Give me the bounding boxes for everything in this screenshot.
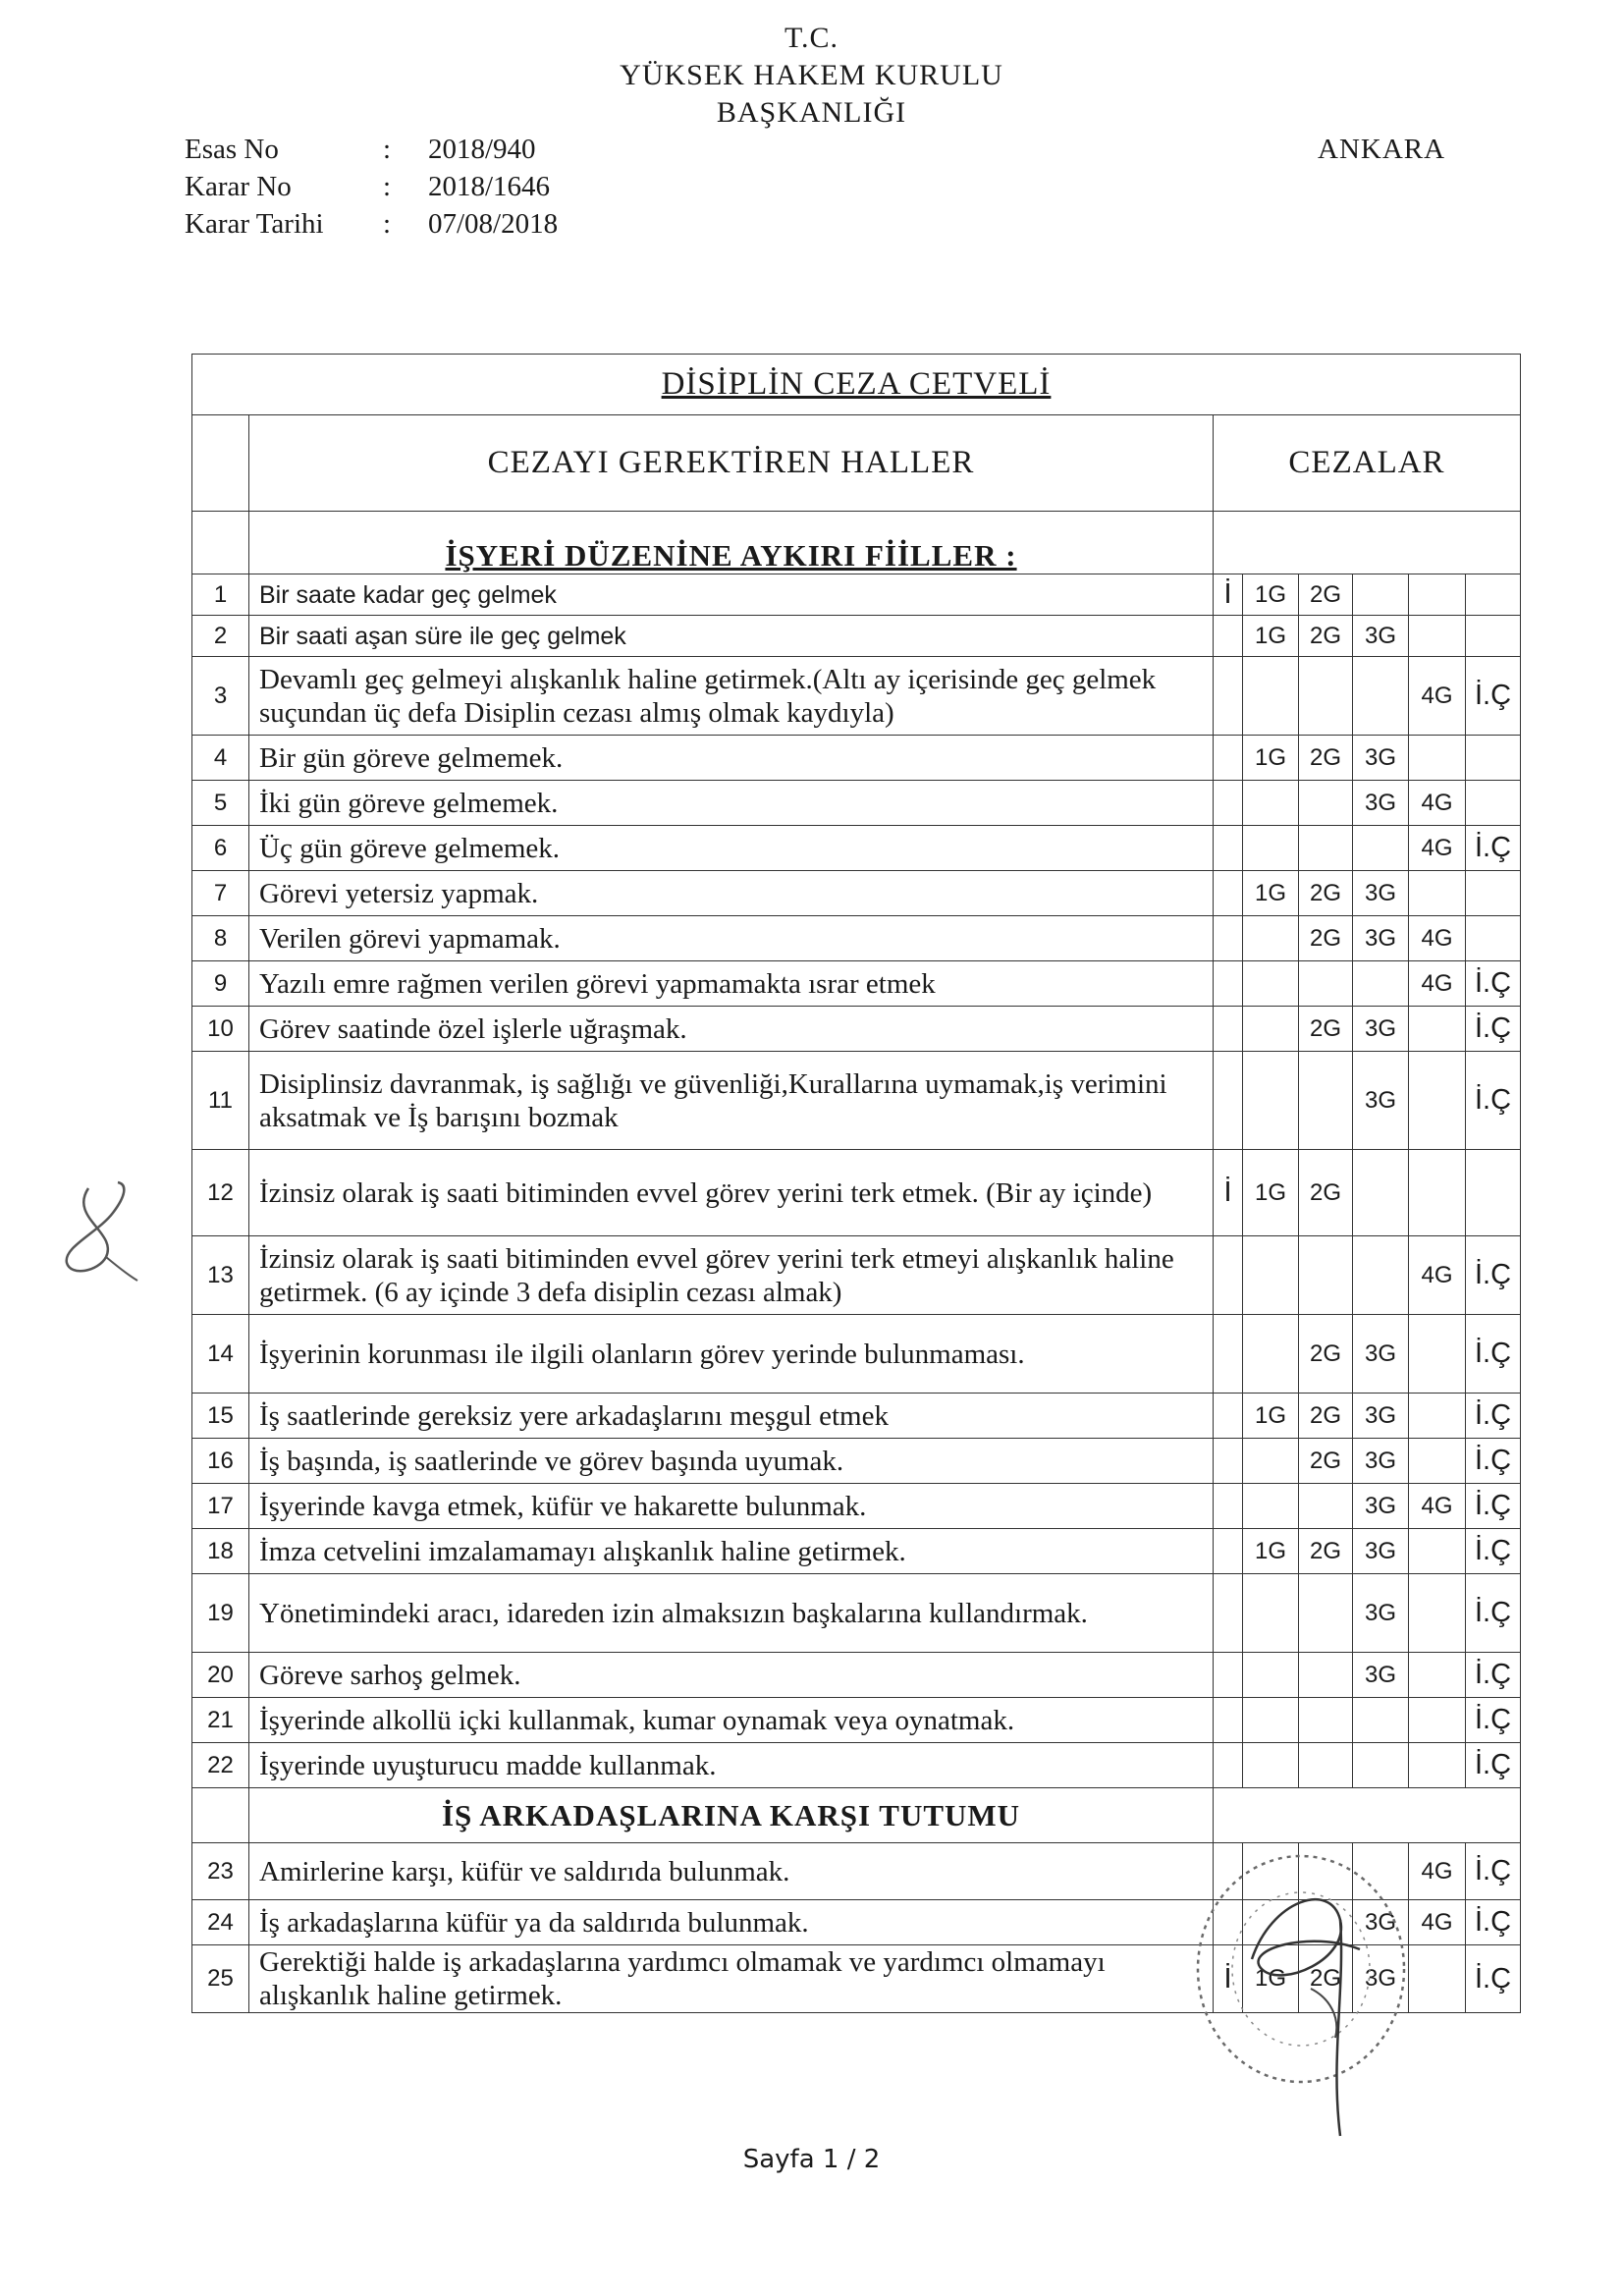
penalty-cell: İ.Ç: [1466, 1743, 1521, 1788]
penalty-cell: [1214, 1743, 1243, 1788]
row-description: İş başında, iş saatlerinde ve görev başında uyumak.: [249, 1439, 1214, 1484]
row-description: Verilen görevi yapmamak.: [249, 916, 1214, 961]
table-row: [192, 574, 1521, 616]
penalty-cell: [1466, 736, 1521, 781]
penalty-cell: [1409, 736, 1466, 781]
penalty-cell: İ.Ç: [1466, 961, 1521, 1007]
penalty-cell: [1243, 916, 1299, 961]
penalty-cell: [1214, 736, 1243, 781]
penalty-cell: 3G: [1353, 1394, 1409, 1439]
penalty-cell: [1214, 1439, 1243, 1484]
row-number: 18: [192, 1529, 249, 1574]
penalty-cell: İ.Ç: [1466, 1529, 1521, 1574]
penalty-cell: [1243, 1236, 1299, 1315]
row-number: 8: [192, 916, 249, 961]
penalty-cell: 4G: [1409, 1843, 1466, 1900]
table-row: [192, 1574, 1521, 1653]
penalty-cell: 4G: [1409, 1236, 1466, 1315]
table-row: [192, 961, 1521, 1007]
penalty-cell: 3G: [1353, 871, 1409, 916]
penalty-cell: 4G: [1409, 916, 1466, 961]
penalty-cell: 1G: [1243, 1945, 1299, 2013]
table-row: [192, 916, 1521, 961]
penalty-cell: [1214, 961, 1243, 1007]
penalty-cell: İ.Ç: [1466, 1843, 1521, 1900]
penalty-cell: İ.Ç: [1466, 1574, 1521, 1653]
penalty-cell: İ.Ç: [1466, 1439, 1521, 1484]
penalty-cell: 2G: [1299, 871, 1353, 916]
column-header-cases: CEZAYI GEREKTİREN HALLER: [249, 415, 1214, 512]
penalty-cell: [1353, 826, 1409, 871]
penalty-cell: 3G: [1353, 1945, 1409, 2013]
row-description: Yönetimindeki aracı, idareden izin almaksızın başkalarına kullandırmak.: [249, 1574, 1214, 1653]
section-heading-workplace: İŞYERİ DÜZENİNE AYKIRI FİİLLER :: [249, 512, 1214, 574]
penalty-cell: [1299, 1236, 1353, 1315]
penalty-cell: [1409, 1394, 1466, 1439]
penalty-cell: [1214, 826, 1243, 871]
penalty-cell: 2G: [1299, 1007, 1353, 1052]
table-row: [192, 1743, 1521, 1788]
penalty-cell: [1243, 781, 1299, 826]
penalty-cell: [1214, 1052, 1243, 1150]
row-description: Göreve sarhoş gelmek.: [249, 1653, 1214, 1698]
penalty-cell: 3G: [1353, 1484, 1409, 1529]
table-row: [192, 1150, 1521, 1236]
section-spacer: [192, 512, 249, 574]
row-number: 24: [192, 1900, 249, 1945]
penalty-cell: [1214, 616, 1243, 657]
row-description: Gerektiği halde iş arkadaşlarına yardımcı olmamak ve yardımcı olmamayı alışkanlık haline getirmek.: [249, 1945, 1214, 2013]
penalty-cell: 2G: [1299, 1150, 1353, 1236]
table-row: [192, 1698, 1521, 1743]
row-description: Bir saati aşan süre ile geç gelmek: [249, 616, 1214, 657]
row-number: 14: [192, 1315, 249, 1394]
penalty-cell: 3G: [1353, 1529, 1409, 1574]
penalty-cell: [1243, 1574, 1299, 1653]
penalty-cell: [1214, 916, 1243, 961]
penalty-cell: 3G: [1353, 781, 1409, 826]
penalty-cell: [1409, 1007, 1466, 1052]
section-spacer: [1214, 1788, 1521, 1843]
penalty-cell: 3G: [1353, 1900, 1409, 1945]
penalty-cell: 3G: [1353, 1653, 1409, 1698]
row-description: Görev saatinde özel işlerle uğraşmak.: [249, 1007, 1214, 1052]
penalty-cell: [1353, 1236, 1409, 1315]
penalty-cell: 4G: [1409, 826, 1466, 871]
row-number: 16: [192, 1439, 249, 1484]
row-number: 9: [192, 961, 249, 1007]
penalty-cell: 3G: [1353, 1007, 1409, 1052]
penalty-cell: 1G: [1243, 1394, 1299, 1439]
penalty-cell: İ.Ç: [1466, 1484, 1521, 1529]
penalty-cell: [1243, 1698, 1299, 1743]
penalty-cell: İ.Ç: [1466, 1315, 1521, 1394]
penalty-cell: [1409, 1698, 1466, 1743]
penalty-cell: 2G: [1299, 1945, 1353, 2013]
handwritten-initial-mark: [59, 1178, 147, 1286]
row-number: 6: [192, 826, 249, 871]
meta-karar-tarihi: Karar Tarihi : 07/08/2018: [185, 208, 559, 240]
penalty-cell: [1214, 1698, 1243, 1743]
row-description: İki gün göreve gelmemek.: [249, 781, 1214, 826]
row-description: Üç gün göreve gelmemek.: [249, 826, 1214, 871]
row-description: İşyerinde kavga etmek, küfür ve hakarette bulunmak.: [249, 1484, 1214, 1529]
penalty-cell: [1243, 1315, 1299, 1394]
penalty-cell: [1299, 826, 1353, 871]
penalty-cell: [1353, 657, 1409, 736]
row-description: İş saatlerinde gereksiz yere arkadaşlarını meşgul etmek: [249, 1394, 1214, 1439]
row-number: 5: [192, 781, 249, 826]
row-description: Devamlı geç gelmeyi alışkanlık haline getirmek.(Altı ay içerisinde geç gelmek suçundan üç defa Disiplin cezası almış olmak kaydıyla): [249, 657, 1214, 736]
penalty-cell: [1214, 1007, 1243, 1052]
penalty-cell: İ: [1214, 1150, 1243, 1236]
penalty-cell: [1214, 1315, 1243, 1394]
row-description: Görevi yetersiz yapmak.: [249, 871, 1214, 916]
meta-esas-no: Esas No : 2018/940: [185, 134, 536, 165]
penalty-cell: [1299, 1653, 1353, 1698]
row-number: 7: [192, 871, 249, 916]
row-number: 2: [192, 616, 249, 657]
row-number: 23: [192, 1843, 249, 1900]
penalty-cell: [1409, 1315, 1466, 1394]
table-row: [192, 871, 1521, 916]
penalty-cell: 4G: [1409, 961, 1466, 1007]
table-row: [192, 1236, 1521, 1315]
row-number: 15: [192, 1394, 249, 1439]
penalty-cell: İ.Ç: [1466, 657, 1521, 736]
table-row: [192, 1484, 1521, 1529]
row-number: 1: [192, 574, 249, 616]
penalty-cell: 3G: [1353, 1052, 1409, 1150]
header-institution: YÜKSEK HAKEM KURULU: [620, 59, 1003, 91]
penalty-cell: [1353, 1150, 1409, 1236]
meta-karar-no: Karar No : 2018/1646: [185, 171, 551, 202]
penalty-cell: 2G: [1299, 1529, 1353, 1574]
section-spacer: [192, 1788, 249, 1843]
row-description: İşyerinde alkollü içki kullanmak, kumar oynamak veya oynatmak.: [249, 1698, 1214, 1743]
penalty-cell: [1299, 781, 1353, 826]
table-row: [192, 1007, 1521, 1052]
row-description: İşyerinde uyuşturucu madde kullanmak.: [249, 1743, 1214, 1788]
penalty-cell: [1299, 657, 1353, 736]
column-header-penalties: CEZALAR: [1214, 415, 1521, 512]
penalty-cell: İ.Ç: [1466, 1945, 1521, 2013]
penalty-cell: [1409, 1653, 1466, 1698]
penalty-cell: [1214, 1236, 1243, 1315]
row-number: 13: [192, 1236, 249, 1315]
penalty-cell: 3G: [1353, 1574, 1409, 1653]
penalty-cell: İ.Ç: [1466, 1698, 1521, 1743]
penalty-cell: 2G: [1299, 574, 1353, 616]
penalty-cell: 2G: [1299, 1439, 1353, 1484]
row-number: 21: [192, 1698, 249, 1743]
penalty-cell: [1214, 1394, 1243, 1439]
penalty-cell: İ: [1214, 1945, 1243, 2013]
row-description: Amirlerine karşı, küfür ve saldırıda bulunmak.: [249, 1843, 1214, 1900]
penalty-cell: 1G: [1243, 1529, 1299, 1574]
row-description: İşyerinin korunması ile ilgili olanların görev yerinde bulunmaması.: [249, 1315, 1214, 1394]
table-row: [192, 1653, 1521, 1698]
penalty-cell: İ.Ç: [1466, 1236, 1521, 1315]
row-number: 3: [192, 657, 249, 736]
header-office: BAŞKANLIĞI: [716, 96, 907, 129]
city-label: ANKARA: [1318, 134, 1446, 165]
penalty-cell: [1214, 657, 1243, 736]
penalty-cell: [1409, 574, 1466, 616]
penalty-cell: [1214, 1653, 1243, 1698]
row-description: İmza cetvelini imzalamamayı alışkanlık haline getirmek.: [249, 1529, 1214, 1574]
row-description: Disiplinsiz davranmak, iş sağlığı ve güvenliği,Kurallarına uymamak,iş verimini aksatmak ve İş barışını bozmak: [249, 1052, 1214, 1150]
row-description: Yazılı emre rağmen verilen görevi yapmamakta ısrar etmek: [249, 961, 1214, 1007]
penalty-cell: İ.Ç: [1466, 1052, 1521, 1150]
row-number: 19: [192, 1574, 249, 1653]
table-title: DİSİPLİN CEZA CETVELİ: [192, 355, 1521, 415]
penalty-cell: [1409, 1150, 1466, 1236]
penalty-cell: [1243, 1007, 1299, 1052]
discipline-penalty-table: [191, 354, 1521, 2013]
penalty-cell: [1243, 1439, 1299, 1484]
row-description: Bir saate kadar geç gelmek: [249, 574, 1214, 616]
table-row: [192, 826, 1521, 871]
penalty-cell: [1299, 1052, 1353, 1150]
corner-cell: [192, 415, 249, 512]
penalty-cell: [1409, 616, 1466, 657]
penalty-cell: 1G: [1243, 616, 1299, 657]
table-row: [192, 1394, 1521, 1439]
penalty-cell: [1214, 871, 1243, 916]
penalty-cell: [1466, 916, 1521, 961]
row-number: 25: [192, 1945, 249, 2013]
row-description: İzinsiz olarak iş saati bitiminden evvel görev yerini terk etmek. (Bir ay içinde): [249, 1150, 1214, 1236]
penalty-cell: İ.Ç: [1466, 1653, 1521, 1698]
penalty-cell: [1243, 1484, 1299, 1529]
penalty-cell: [1299, 1484, 1353, 1529]
penalty-cell: İ.Ç: [1466, 1394, 1521, 1439]
row-number: 20: [192, 1653, 249, 1698]
penalty-cell: 2G: [1299, 736, 1353, 781]
penalty-cell: 4G: [1409, 781, 1466, 826]
penalty-cell: 3G: [1353, 1315, 1409, 1394]
penalty-cell: [1243, 657, 1299, 736]
table-row: [192, 1529, 1521, 1574]
penalty-cell: 2G: [1299, 616, 1353, 657]
penalty-cell: 4G: [1409, 1484, 1466, 1529]
section-row: [192, 1788, 1521, 1843]
table-row: [192, 1439, 1521, 1484]
penalty-cell: [1409, 1743, 1466, 1788]
penalty-cell: [1353, 1698, 1409, 1743]
table-row: [192, 781, 1521, 826]
table-row: [192, 736, 1521, 781]
row-description: İzinsiz olarak iş saati bitiminden evvel görev yerini terk etmeyi alışkanlık haline getirmek. (6 ay içinde 3 defa disiplin cezası almak): [249, 1236, 1214, 1315]
row-number: 17: [192, 1484, 249, 1529]
penalty-cell: 2G: [1299, 1315, 1353, 1394]
penalty-cell: [1299, 1743, 1353, 1788]
penalty-cell: 3G: [1353, 916, 1409, 961]
row-number: 11: [192, 1052, 249, 1150]
penalty-cell: [1466, 574, 1521, 616]
penalty-cell: [1466, 616, 1521, 657]
row-number: 4: [192, 736, 249, 781]
penalty-cell: [1409, 871, 1466, 916]
penalty-cell: İ.Ç: [1466, 826, 1521, 871]
penalty-cell: [1214, 1574, 1243, 1653]
penalty-cell: [1353, 1743, 1409, 1788]
penalty-cell: 4G: [1409, 657, 1466, 736]
penalty-cell: [1409, 1529, 1466, 1574]
penalty-cell: [1466, 1150, 1521, 1236]
penalty-cell: [1214, 1529, 1243, 1574]
table-row: [192, 657, 1521, 736]
penalty-cell: 2G: [1299, 1394, 1353, 1439]
penalty-cell: [1214, 1484, 1243, 1529]
penalty-cell: [1243, 961, 1299, 1007]
penalty-cell: [1409, 1574, 1466, 1653]
penalty-cell: [1243, 1653, 1299, 1698]
penalty-cell: [1353, 574, 1409, 616]
penalty-cell: [1466, 781, 1521, 826]
row-description: İş arkadaşlarına küfür ya da saldırıda bulunmak.: [249, 1900, 1214, 1945]
row-number: 10: [192, 1007, 249, 1052]
row-number: 12: [192, 1150, 249, 1236]
penalty-cell: İ.Ç: [1466, 1007, 1521, 1052]
penalty-cell: [1409, 1052, 1466, 1150]
penalty-cell: 1G: [1243, 574, 1299, 616]
penalty-cell: [1243, 826, 1299, 871]
penalty-cell: 3G: [1353, 736, 1409, 781]
penalty-cell: [1299, 1698, 1353, 1743]
penalty-cell: 3G: [1353, 616, 1409, 657]
penalty-cell: [1466, 871, 1521, 916]
section-spacer: [1214, 512, 1521, 574]
penalty-cell: 1G: [1243, 871, 1299, 916]
penalty-cell: 2G: [1299, 916, 1353, 961]
penalty-cell: 1G: [1243, 1150, 1299, 1236]
penalty-cell: 1G: [1243, 736, 1299, 781]
table-row: [192, 616, 1521, 657]
table-row: [192, 1052, 1521, 1150]
penalty-cell: [1214, 781, 1243, 826]
penalty-cell: [1409, 1439, 1466, 1484]
table-row: [192, 1315, 1521, 1394]
row-description: Bir gün göreve gelmemek.: [249, 736, 1214, 781]
page-number: Sayfa 1 / 2: [742, 2145, 881, 2174]
official-stamp-signature: [1193, 1841, 1419, 2156]
penalty-cell: İ.Ç: [1466, 1900, 1521, 1945]
section-heading-coworkers: İŞ ARKADAŞLARINA KARŞI TUTUMU: [249, 1788, 1214, 1843]
penalty-cell: [1299, 961, 1353, 1007]
penalty-cell: [1353, 961, 1409, 1007]
penalty-cell: [1243, 1052, 1299, 1150]
header-tc: T.C.: [784, 22, 839, 54]
penalty-cell: İ: [1214, 574, 1243, 616]
penalty-cell: [1243, 1743, 1299, 1788]
penalty-cell: [1299, 1574, 1353, 1653]
penalty-cell: 3G: [1353, 1439, 1409, 1484]
penalty-cell: 4G: [1409, 1900, 1466, 1945]
row-number: 22: [192, 1743, 249, 1788]
